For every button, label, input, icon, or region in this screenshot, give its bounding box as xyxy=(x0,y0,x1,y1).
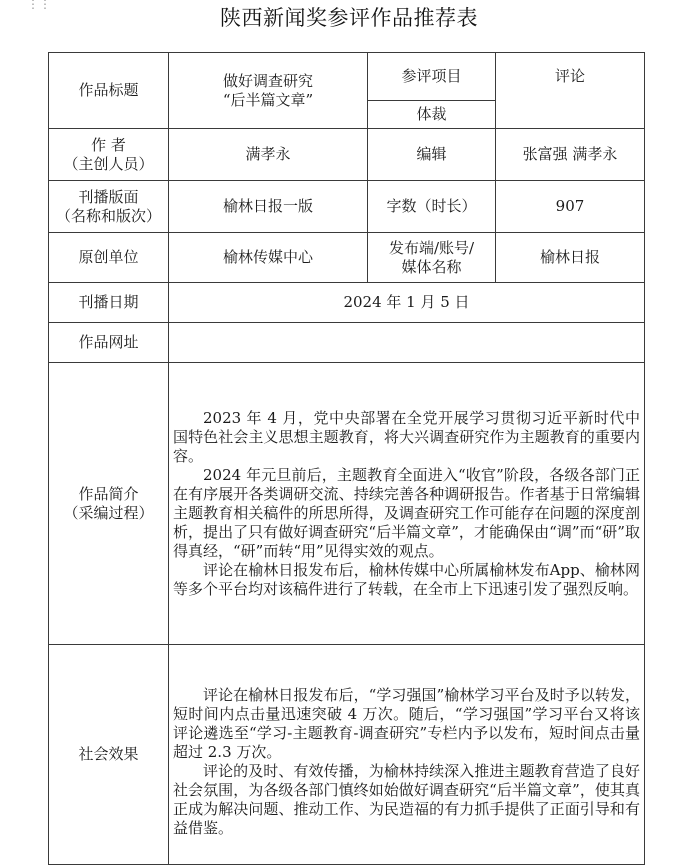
date-value-cell xyxy=(169,283,645,323)
publisher-label-line2: 媒体名称 xyxy=(401,257,462,276)
page-label-cell xyxy=(49,181,169,233)
effect-paragraph: 评论的及时、有效传播，为榆林持续深入推进主题教育营造了良好社会氛围，为各级各部门慎终如始做好调查研究“后半篇文章”，使其真正成为解决问题、推动工作、为民造福的有力抓手提供了正面引导和有益借鉴。 xyxy=(173,761,640,837)
word-count-label: 字数（时长） xyxy=(386,197,477,215)
work-title-line1: 做好调查研究 xyxy=(222,71,313,90)
work-title-label: 作品标题 xyxy=(78,81,139,99)
word-count-label-cell xyxy=(368,181,496,233)
url-value-cell[interactable] xyxy=(169,323,645,363)
page-value-cell xyxy=(169,181,368,233)
publisher-value-cell xyxy=(496,233,645,283)
author-label-line2: （主创人员） xyxy=(63,154,154,173)
intro-paragraph: 评论在榆林日报发布后，榆林传媒中心所属榆林发布App、榆林网等多个平台均对该稿件进行了转载，在全市上下迅速引发了强烈反响。 xyxy=(173,560,640,598)
effect-label-cell xyxy=(49,645,169,865)
origin-label-cell xyxy=(49,233,169,283)
drag-handle-icon[interactable]: ⋮⋮ xyxy=(27,0,51,11)
publisher-label-line1: 发布端/账号/ xyxy=(388,238,475,257)
work-title-value-cell xyxy=(169,53,368,129)
effect-text-cell xyxy=(169,645,645,865)
effect-label: 社会效果 xyxy=(78,745,139,763)
origin-label: 原创单位 xyxy=(78,248,139,266)
effect-paragraph: 评论在榆林日报发布后，“学习强国”榆林学习平台及时予以转发，短时间内点击量迅速突破 4 万次。随后，“学习强国”学习平台又将该评论遴选至“学习-主题教育-调查研究”专栏内予以发布，短时间点击量超过 2.3 万次。 xyxy=(173,685,640,761)
intro-paragraph: 2023 年 4 月，党中央部署在全党开展学习贯彻习近平新时代中国特色社会主义思想主题教育，将大兴调查研究作为主题教育的重要内容。 xyxy=(173,408,640,465)
genre-label: 体裁 xyxy=(416,105,447,123)
origin-value: 榆林传媒中心 xyxy=(222,248,313,266)
recommendation-form-table xyxy=(48,52,645,865)
page-value: 榆林日报一版 xyxy=(222,197,313,215)
page-label-line2: （名称和版次） xyxy=(55,206,161,225)
entry-item-label-cell xyxy=(368,53,496,101)
intro-label-line2: （采编过程） xyxy=(63,503,154,522)
editor-value: 张富强 满孝永 xyxy=(522,145,618,163)
work-title-label-cell xyxy=(49,53,169,129)
intro-label-cell xyxy=(49,363,169,645)
word-count-value-cell xyxy=(496,181,645,233)
intro-label-line1: 作品简介 xyxy=(78,484,139,503)
origin-value-cell xyxy=(169,233,368,283)
work-title-line2: “后半篇文章” xyxy=(222,90,314,109)
intro-paragraph: 2024 年元旦前后，主题教育全面进入“收官”阶段，各级各部门正在有序展开各类调研交流、持续完善各种调研报告。作者基于日常编辑主题教育相关稿件的所思所得，及调查研究工作可能存在问题的深度剖析，提出了只有做好调查研究“后半篇文章”，才能确保由“调”而“研”取得真经，“研”而转“用”见得实效的观点。 xyxy=(173,465,640,560)
word-count-value: 907 xyxy=(555,197,585,215)
url-label: 作品网址 xyxy=(78,333,139,351)
entry-item-value-cell xyxy=(496,53,645,129)
intro-text-cell xyxy=(169,363,645,645)
author-value-cell xyxy=(169,129,368,181)
entry-item-label: 参评项目 xyxy=(401,67,462,85)
page-title: 陕西新闻奖参评作品推荐表 xyxy=(220,6,478,30)
genre-label-cell xyxy=(368,101,496,129)
entry-item-value: 评论 xyxy=(554,67,585,85)
url-label-cell xyxy=(49,323,169,363)
date-label-cell xyxy=(49,283,169,323)
page-label-line1: 刊播版面 xyxy=(78,187,139,206)
editor-label-cell xyxy=(368,129,496,181)
date-label: 刊播日期 xyxy=(78,293,139,311)
editor-label: 编辑 xyxy=(416,145,447,163)
publisher-value: 榆林日报 xyxy=(539,248,600,266)
author-label-cell xyxy=(49,129,169,181)
author-value: 满孝永 xyxy=(245,145,291,163)
date-value: 2024 年 1 月 5 日 xyxy=(343,293,470,311)
publisher-label-cell xyxy=(368,233,496,283)
editor-value-cell xyxy=(496,129,645,181)
author-label-line1: 作 者 xyxy=(91,135,126,154)
